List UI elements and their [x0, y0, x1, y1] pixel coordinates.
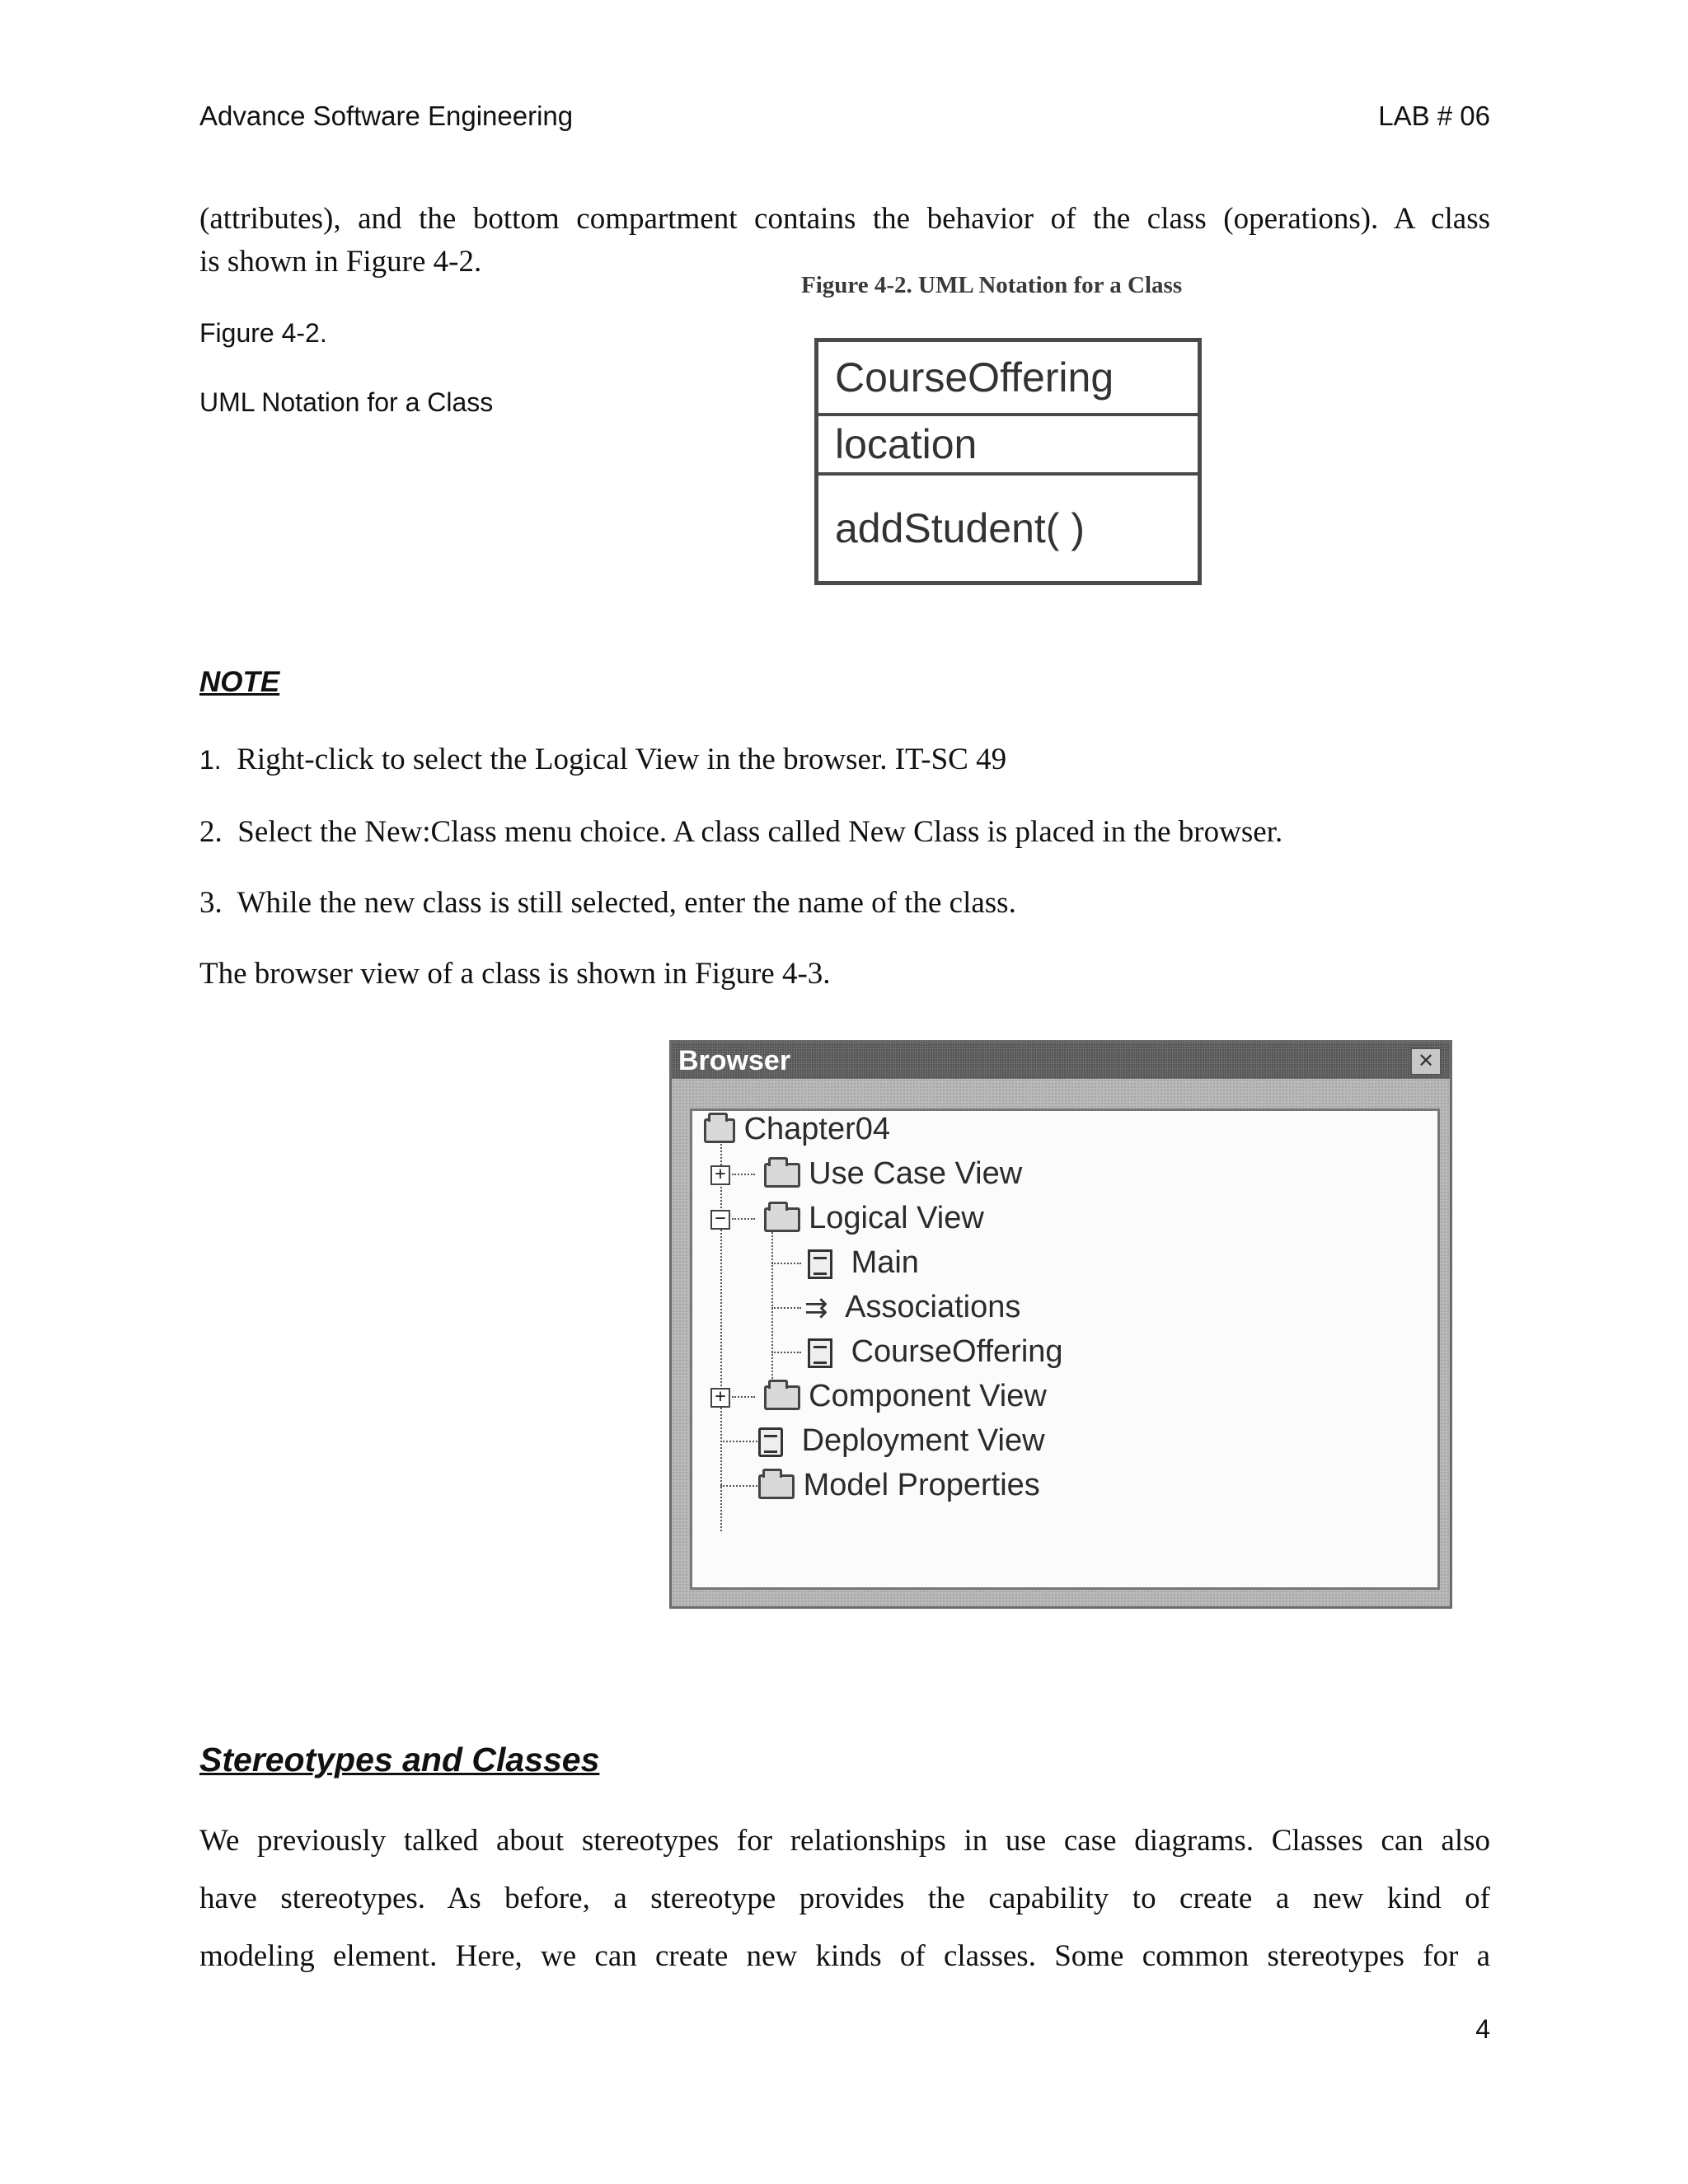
collapse-minus-icon[interactable]: −	[710, 1210, 730, 1230]
tree-item-component-view-label: Component View	[809, 1379, 1047, 1413]
folder-icon	[764, 1207, 800, 1232]
note-step-1-number: 1.	[199, 745, 222, 775]
note-heading: NOTE	[199, 666, 280, 698]
uml-attribute: location	[818, 416, 1198, 476]
stereotypes-line-1: We previously talked about stereotypes for relationships in use case diagrams. Classes can also	[199, 1824, 1490, 1858]
page-number: 4	[1475, 2014, 1490, 2044]
uml-figure-caption: Figure 4-2. UML Notation for a Class	[801, 272, 1183, 298]
close-icon[interactable]: ✕	[1410, 1047, 1442, 1076]
note-step-3	[199, 882, 1016, 925]
properties-icon	[758, 1474, 795, 1499]
tree-item-deployment-view-label: Deployment View	[801, 1423, 1045, 1458]
tree-link-deployment	[720, 1441, 760, 1442]
tree-item-course-offering-label: CourseOffering	[851, 1334, 1063, 1369]
running-header-title: Advance Software Engineering	[199, 101, 574, 131]
stereotypes-line-3: modeling element. Here, we can create new kinds of classes. Some common stereotypes for a	[199, 1939, 1490, 1973]
tree-item-associations[interactable]	[804, 1289, 1020, 1326]
note-step-2-text: Select the New:Class menu choice. A class called New Class is placed in the browser.	[237, 815, 1283, 849]
tree-item-component-view[interactable]	[710, 1378, 1047, 1414]
tree-item-logical-view[interactable]	[710, 1200, 984, 1236]
tree-link-properties	[720, 1485, 760, 1487]
deployment-icon	[758, 1427, 783, 1457]
class-diagram-icon	[808, 1249, 832, 1279]
note-step-2-number: 2.	[199, 815, 223, 849]
tree-item-use-case-view[interactable]	[710, 1155, 1022, 1192]
tree-item-main[interactable]	[808, 1244, 919, 1281]
tree-item-deployment-view[interactable]	[758, 1422, 1045, 1459]
tree-item-model-properties[interactable]	[758, 1467, 1040, 1503]
tree-item-main-label: Main	[851, 1245, 919, 1280]
stereotypes-line-2: have stereotypes. As before, a stereotype provides the capability to create a new kind of	[199, 1882, 1490, 1915]
browser-titlebar	[672, 1043, 1450, 1079]
class-icon	[808, 1338, 832, 1368]
tree-item-course-offering[interactable]	[808, 1333, 1063, 1370]
browser-sentence: The browser view of a class is shown in Figure 4-3.	[199, 957, 831, 991]
expand-plus-icon[interactable]: +	[710, 1165, 730, 1185]
uml-class-name: CourseOffering	[818, 342, 1198, 416]
section-heading-stereotypes: Stereotypes and Classes	[199, 1741, 600, 1779]
model-icon	[704, 1118, 735, 1143]
tree-item-use-case-view-label: Use Case View	[809, 1156, 1023, 1191]
tree-link-main	[771, 1263, 801, 1264]
browser-title: Browser	[678, 1045, 791, 1076]
figure-title-label: UML Notation for a Class	[199, 387, 494, 417]
note-step-2	[199, 811, 1282, 854]
tree-item-root-label: Chapter04	[743, 1112, 891, 1146]
tree-item-root[interactable]	[704, 1111, 890, 1147]
tree-item-associations-label: Associations	[845, 1290, 1021, 1324]
intro-line-2: is shown in Figure 4-2.	[199, 245, 482, 279]
figure-number-label: Figure 4-2.	[199, 318, 327, 348]
note-step-1-text: Right-click to select the Logical View in the browser. IT-SC 49	[237, 743, 1007, 776]
folder-icon	[764, 1163, 800, 1188]
folder-icon	[764, 1385, 800, 1410]
note-step-1	[199, 738, 1006, 781]
browser-tree	[690, 1108, 1440, 1590]
associations-icon: ⇉	[804, 1291, 828, 1324]
uml-operation: addStudent( )	[835, 505, 1085, 551]
expand-plus-icon[interactable]: +	[710, 1388, 730, 1408]
note-step-3-number: 3.	[199, 886, 223, 920]
note-step-3-text: While the new class is still selected, enter the name of the class.	[237, 886, 1016, 920]
tree-item-logical-view-label: Logical View	[809, 1201, 984, 1235]
running-header-lab: LAB # 06	[1378, 101, 1490, 131]
uml-class-box	[814, 338, 1202, 585]
tree-link-associations	[771, 1307, 801, 1309]
tree-line-logical	[771, 1223, 773, 1388]
tree-item-model-properties-label: Model Properties	[803, 1468, 1040, 1502]
browser-window	[669, 1040, 1452, 1609]
tree-link-courseoffering	[771, 1352, 801, 1353]
intro-line-1: (attributes), and the bottom compartment contains the behavior of the class (operations). A class	[199, 202, 1490, 236]
